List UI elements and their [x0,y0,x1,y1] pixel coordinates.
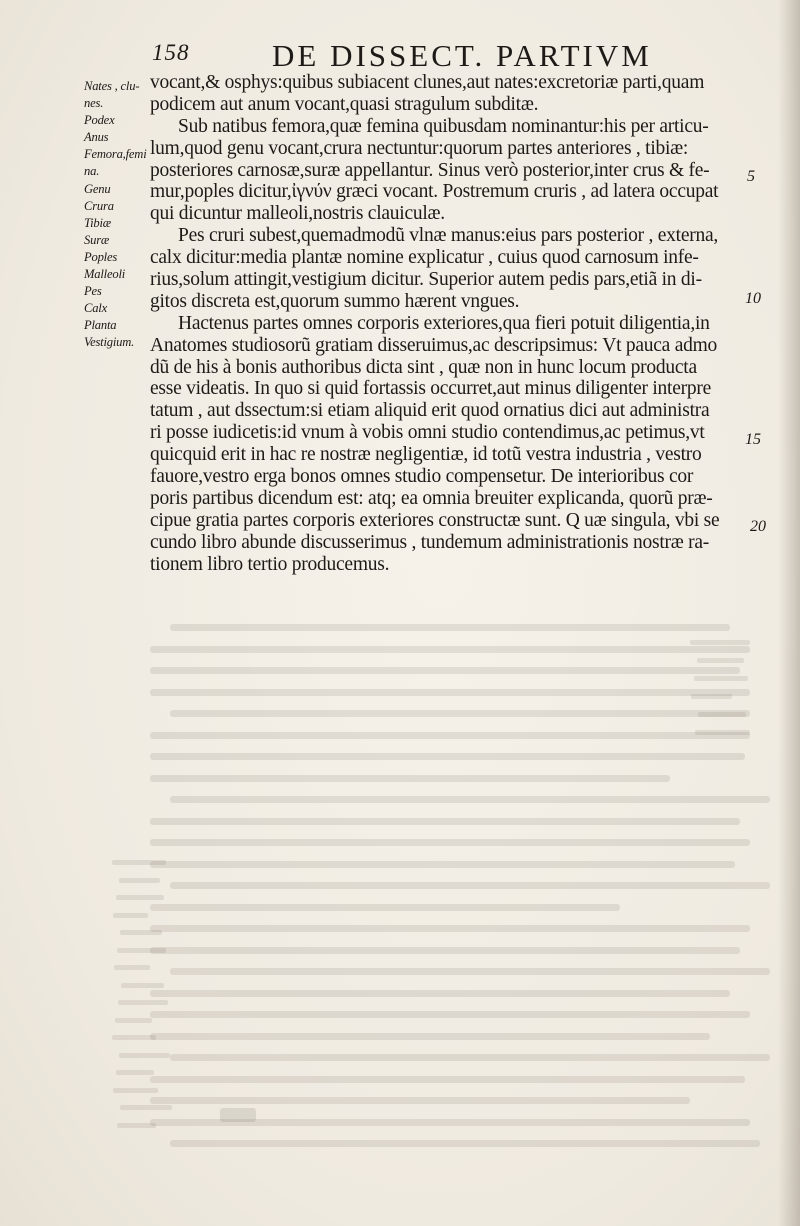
show-through-note [113,1088,158,1093]
show-through-line [170,1054,770,1061]
show-through-note [112,860,166,865]
show-through-line [170,1140,760,1147]
line-number: 20 [750,518,766,535]
show-through-line [150,689,750,696]
page-number: 158 [152,40,190,65]
show-through-line [170,796,770,803]
text-line: fauore,vestro erga bonos omnes studio compensetur. De interioribus cor [150,466,694,488]
show-through-line [150,1097,690,1104]
show-through-line [150,732,750,739]
body-text [150,72,750,575]
text-line: dũ de his à bonis authoribus dicta sint , quæ non in hunc locum producta [150,356,697,378]
show-through-line [150,667,740,674]
line-number: 15 [745,431,761,448]
text-line: Pes cruri subest,quemadmodũ vlnæ manus:eius pars posterior , externa, [178,225,719,247]
page-header [0,38,800,74]
show-through-line [170,968,770,975]
text-line: gitos discreta est,quorum summo hærent vngues. [150,290,520,312]
show-through-line [150,1011,750,1018]
show-through-folio [220,1108,256,1122]
show-through-line [170,624,730,631]
line-number: 10 [745,290,761,307]
text-line: Anatomes studiosorũ gratiam disseruimus,ac descripsimus: Vt pauca admo [150,334,718,356]
show-through-note [694,676,748,681]
show-through-line [150,947,740,954]
show-through-note [121,983,164,988]
margin-note: nes. [84,96,104,111]
margin-note: Anus [84,130,109,145]
show-through-margin-right [690,640,760,1120]
text-line: podicem aut anum vocant,quasi stragulum subditæ. [150,93,539,115]
text-line: mur,poples dicitur,ἰγνύν græci vocant. Postremum cruris , ad latera occupat [150,181,719,203]
running-title: DE DISSECT. PARTIVM [272,38,652,73]
margin-note: Femora,femi [84,147,147,162]
margin-note: Calx [84,301,107,316]
show-through-note [120,1105,172,1110]
show-through-note [116,895,164,900]
show-through-note [697,658,744,663]
margin-notes [84,78,152,352]
show-through-line [150,753,745,760]
text-line: vocant,& osphys:quibus subiacent clunes,aut nates:excretoriæ parti,quam [150,72,705,93]
show-through-note [691,694,732,699]
text-line: esse videatis. In quo si quid fortassis occurret,aut minus diligenter interpre [150,378,712,400]
show-through-note [120,930,162,935]
show-through-note [113,913,148,918]
line-number: 5 [747,168,755,185]
show-through-note [119,1053,170,1058]
show-through-line [150,839,750,846]
margin-note: Malleoli [84,267,126,282]
margin-note: Planta [84,318,117,333]
text-line: cundo libro abunde discusserimus , tundemum administrationis nostræ ra- [150,531,710,553]
margin-note: Suræ [84,232,110,247]
text-line: Hactenus partes omnes corporis exteriores,qua fieri potuit diligentia,in [178,312,710,334]
text-line: tionem libro tertio producemus. [150,553,390,575]
show-through-line [150,1033,710,1040]
text-line: ri posse iudicetis:id vnum à vobis omni studio contendimus,ac petimus,vt [150,422,705,444]
show-through-line [150,861,735,868]
show-through-note [118,1000,168,1005]
text-line: poris partibus dicendum est: atq; ea omnia breuiter explicanda, quorũ præ- [150,487,713,509]
text-line: cipue gratia partes corporis exteriores constructæ sunt. Q uæ singula, vbi se [150,509,720,531]
show-through-line [150,925,750,932]
show-through-line [150,904,620,911]
show-through-line [150,1076,745,1083]
margin-note: Crura [84,198,114,213]
margin-note: Poples [84,249,118,264]
show-through-note [115,1018,152,1023]
show-through-note [116,1070,154,1075]
show-through-line [170,710,750,717]
margin-note: Nates , clu- [84,79,140,93]
show-through-note [695,730,750,735]
text-line: Sub natibus femora,quæ femina quibusdam nominantur:his per articu- [178,115,709,137]
show-through-note [698,712,746,717]
margin-note: na. [84,164,100,179]
text-line: rius,solum attingit,vestigium dicitur. Superior autem pedis pars,etiã in di- [150,269,702,291]
show-through-note [117,948,166,953]
margin-note: Genu [84,181,111,196]
text-line: qui dicuntur malleoli,nostris clauiculæ. [150,203,445,225]
show-through-line [170,882,770,889]
text-line: posteriores carnosæ,suræ appellantur. Sinus verò posterior,inter crus & fe- [150,159,710,181]
show-through-note [117,1123,156,1128]
show-through-text [150,592,750,1152]
text-line: quicquid erit in hac re nostræ negligentiæ, id totũ vestra industria , vestro [150,444,702,466]
margin-note: Pes [84,284,102,299]
margin-note: Tibiæ [84,215,112,230]
show-through-note [119,878,160,883]
show-through-line [150,990,730,997]
margin-note: Podex [84,113,115,128]
show-through-note [112,1035,156,1040]
margin-note: Vestigium. [84,335,135,350]
text-line: calx dicitur:media plantæ nomine explicatur , cuius quod carnosum infe- [150,247,699,269]
text-line: tatum , aut dssectum:si etiam aliquid erit quod ornatius dici aut administra [150,400,710,422]
show-through-line [150,818,740,825]
show-through-note [114,965,150,970]
show-through-margin-left [112,860,170,1160]
show-through-line [150,646,750,653]
show-through-line [150,775,670,782]
text-line: lum,quod genu vocant,crura nectuntur:quorum partes anteriores , tibiæ: [150,137,689,159]
show-through-note [690,640,750,645]
